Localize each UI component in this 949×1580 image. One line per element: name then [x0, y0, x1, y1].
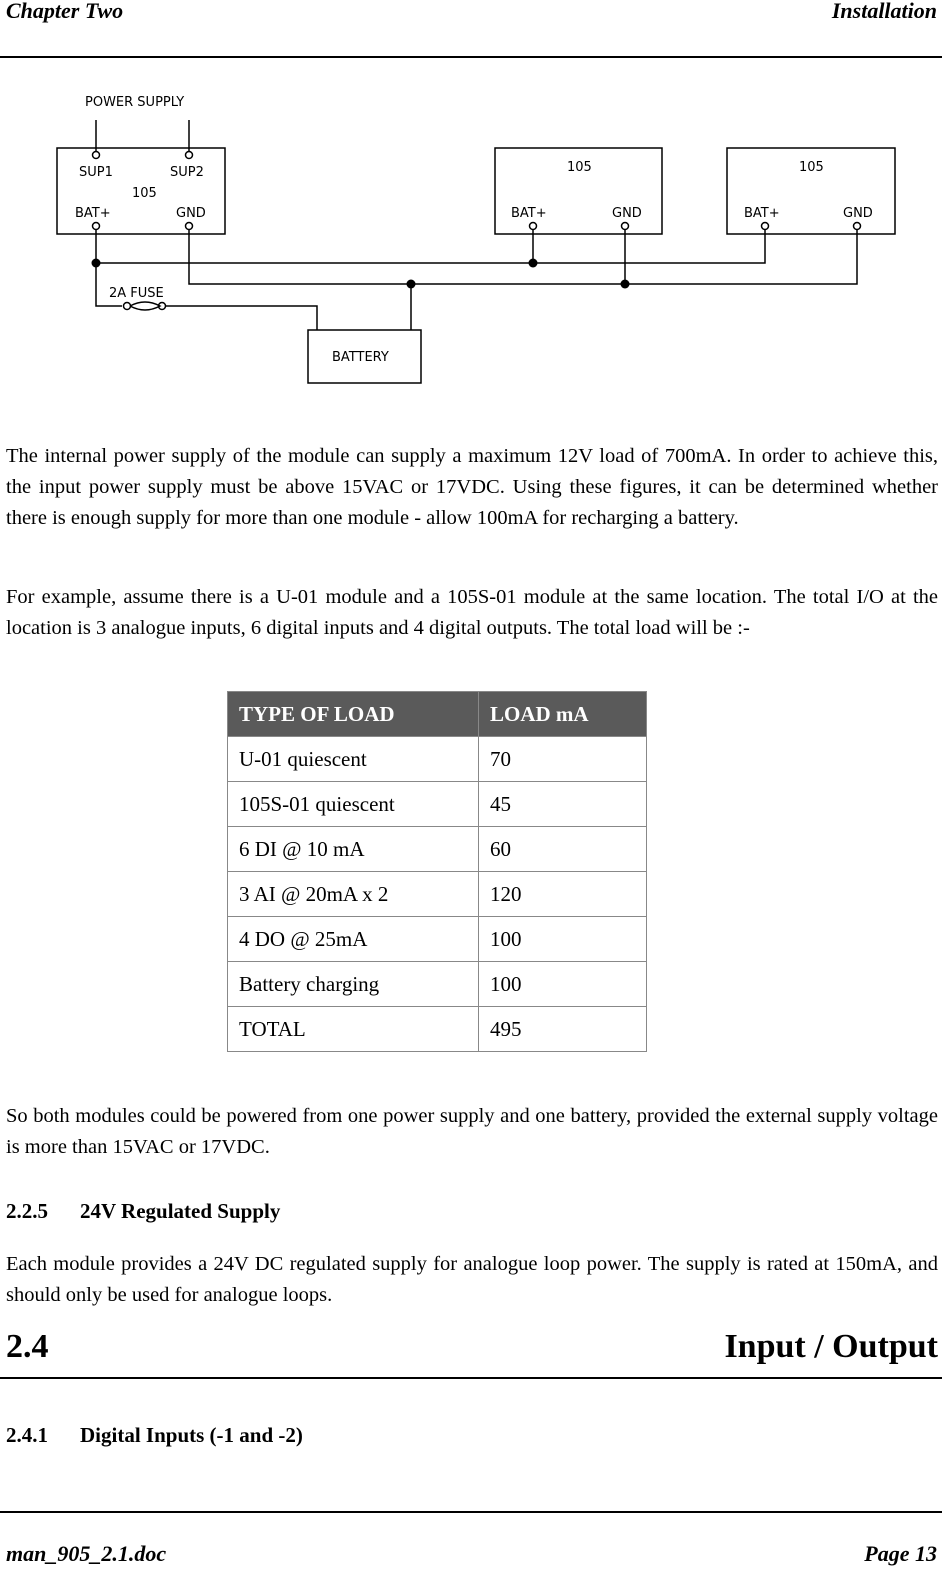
svg-text:BAT+: BAT+ — [744, 206, 780, 221]
section-rule — [0, 1377, 942, 1379]
cell-type: 105S-01 quiescent — [228, 782, 479, 827]
svg-text:BATTERY: BATTERY — [332, 350, 389, 365]
section-heading-2-2-5 — [6, 1199, 280, 1224]
cell-load: 120 — [479, 872, 647, 917]
svg-text:105: 105 — [567, 160, 592, 175]
section-title: Digital Inputs (-1 and -2) — [80, 1423, 303, 1447]
table-row — [228, 782, 647, 827]
svg-text:105: 105 — [799, 160, 824, 175]
svg-text:BAT+: BAT+ — [511, 206, 547, 221]
svg-text:105: 105 — [132, 186, 157, 201]
table-row — [228, 962, 647, 1007]
header-section: Installation — [831, 0, 937, 23]
header-chapter: Chapter Two — [6, 0, 124, 23]
footer-page-number: Page 13 — [864, 1541, 937, 1566]
svg-text:GND: GND — [176, 206, 206, 221]
cell-type: 4 DO @ 25mA — [228, 917, 479, 962]
wiring-diagram — [0, 85, 949, 395]
footer-filename: man_905_2.1.doc — [6, 1541, 167, 1566]
footer-rule — [0, 1511, 942, 1513]
svg-text:BAT+: BAT+ — [75, 206, 111, 221]
section-number: 2.2.5 — [6, 1199, 48, 1223]
svg-text:SUP1: SUP1 — [79, 165, 113, 180]
cell-load: 100 — [479, 917, 647, 962]
column-header-type: TYPE OF LOAD — [228, 692, 479, 737]
paragraph-conclusion: So both modules could be powered from one power supply and one battery, provided the external supply voltage is more than 15VAC or 17VDC. — [6, 1105, 938, 1158]
cell-type: TOTAL — [228, 1007, 479, 1052]
paragraph-example: For example, assume there is a U-01 module and a 105S-01 module at the same location. The total I/O at the location is 3 analogue inputs, 6 digital inputs and 4 digital outputs. The total load will be :- — [6, 586, 938, 639]
paragraph-24v-supply: Each module provides a 24V DC regulated supply for analogue loop power. The supply is rated at 150mA, and should only be used for analogue loops. — [6, 1253, 938, 1306]
paragraph-power-supply: The internal power supply of the module can supply a maximum 12V load of 700mA. In order to achieve this, the input power supply must be above 15VAC or 17VDC. Using these figures, it can be determined whether there is enough supply for more than one module - allow 100mA for recharging a battery. — [6, 445, 938, 529]
svg-text:POWER SUPPLY: POWER SUPPLY — [85, 95, 185, 110]
table-row-total — [228, 1007, 647, 1052]
table-row — [228, 917, 647, 962]
cell-load: 45 — [479, 782, 647, 827]
table-row — [228, 827, 647, 872]
svg-text:2A FUSE: 2A FUSE — [109, 286, 164, 301]
svg-text:GND: GND — [612, 206, 642, 221]
section-heading-2-4-1 — [6, 1423, 303, 1448]
cell-type: 3 AI @ 20mA x 2 — [228, 872, 479, 917]
cell-load: 495 — [479, 1007, 647, 1052]
section-title: Input / Output — [724, 1328, 938, 1365]
cell-type: 6 DI @ 10 mA — [228, 827, 479, 872]
cell-type: U-01 quiescent — [228, 737, 479, 782]
section-number: 2.4 — [6, 1328, 49, 1365]
section-heading-2-4 — [6, 1328, 938, 1366]
cell-load: 100 — [479, 962, 647, 1007]
table-row — [228, 737, 647, 782]
column-header-load: LOAD mA — [479, 692, 647, 737]
cell-load: 70 — [479, 737, 647, 782]
svg-text:SUP2: SUP2 — [170, 165, 204, 180]
header-rule — [0, 56, 942, 58]
cell-type: Battery charging — [228, 962, 479, 1007]
cell-load: 60 — [479, 827, 647, 872]
table-header-row — [228, 692, 647, 737]
table-row — [228, 872, 647, 917]
load-table — [227, 691, 647, 1052]
section-title: 24V Regulated Supply — [80, 1199, 281, 1223]
section-number: 2.4.1 — [6, 1423, 48, 1447]
svg-text:GND: GND — [843, 206, 873, 221]
